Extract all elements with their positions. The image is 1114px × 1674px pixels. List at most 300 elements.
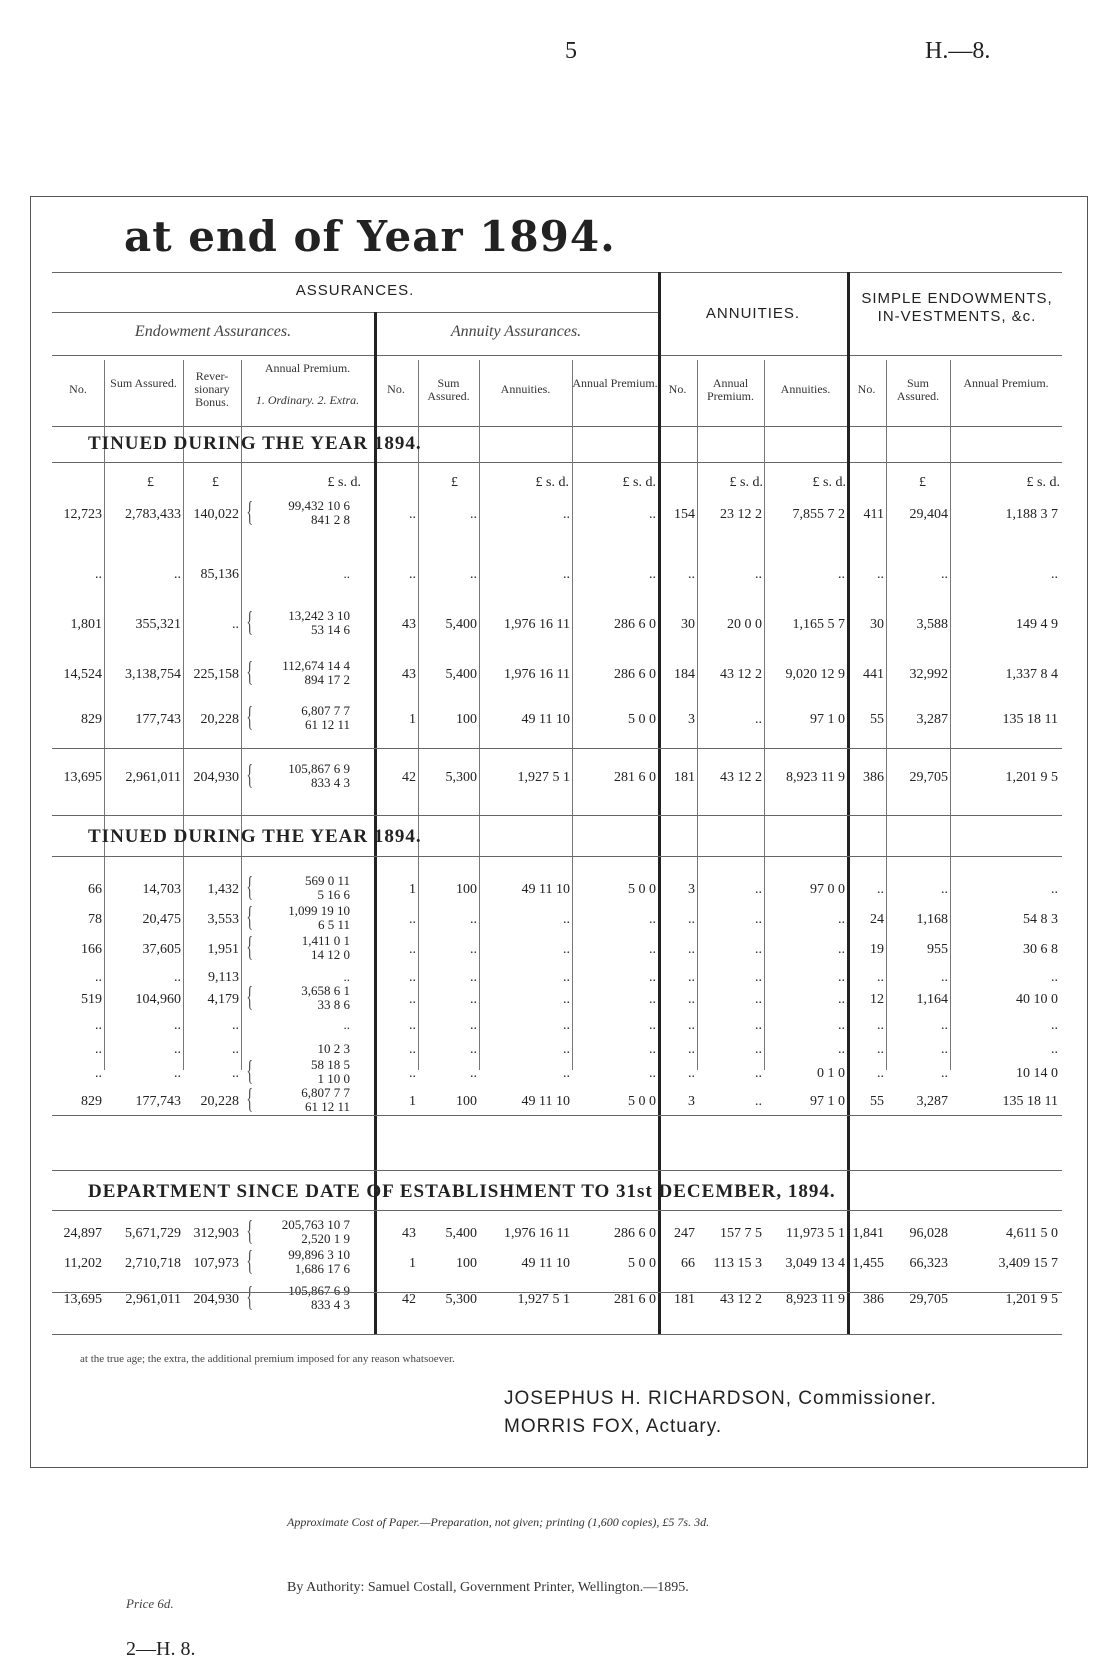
- premium-extra: 1 10 0: [317, 1071, 350, 1086]
- table-cell: ..: [649, 1018, 656, 1033]
- rule: [52, 426, 1062, 427]
- brace: {: [246, 932, 254, 963]
- table-cell: 386: [863, 770, 884, 785]
- table-cell: ..: [755, 1066, 762, 1081]
- table-cell: 100: [456, 712, 477, 727]
- section-heading: DEPARTMENT SINCE DATE OF ESTABLISHMENT TO 31st DECEMBER, 1894.: [88, 1181, 836, 1202]
- table-cell: 225,158: [193, 667, 239, 682]
- table-cell: 5 0 0: [628, 1256, 656, 1271]
- table-cell: ..: [174, 1042, 181, 1057]
- group-endowment: Endowment Assurances.: [134, 323, 292, 340]
- table-cell: 177,743: [135, 1094, 181, 1109]
- table-cell: ..: [755, 712, 762, 727]
- table-cell: ..: [95, 1018, 102, 1033]
- col-head-premium-d: Annual Premium.: [963, 376, 1049, 390]
- table-cell: 1,337 8 4: [1005, 667, 1058, 682]
- table-cell: 49 11 10: [521, 882, 570, 897]
- rule: [52, 312, 658, 313]
- table-cell: ..: [563, 1042, 570, 1057]
- table-cell: 3: [688, 1094, 695, 1109]
- col-head-premium: Annual Premium.: [264, 361, 351, 375]
- table-cell: ..: [563, 1066, 570, 1081]
- table-cell: ..: [877, 567, 884, 582]
- table-cell: 43: [402, 667, 416, 682]
- table-cell: 10 14 0: [1016, 1066, 1058, 1081]
- brace: {: [246, 607, 254, 638]
- table-row: [0, 655, 1114, 693]
- table-cell: 1,841: [852, 1226, 884, 1241]
- rule: [52, 1210, 1062, 1211]
- brace: {: [246, 657, 254, 688]
- table-cell: ..: [409, 507, 416, 522]
- premium-ordinary: 112,674 14 4: [282, 658, 350, 673]
- premium-ordinary: 10 2 3: [317, 1041, 350, 1056]
- col-rule: [658, 272, 661, 1334]
- table-cell: 29,705: [909, 1292, 948, 1307]
- table-cell: 66: [681, 1256, 695, 1271]
- premium-extra: 33 8 6: [317, 997, 350, 1012]
- premium-ordinary: 13,242 3 10: [288, 608, 350, 623]
- table-cell: 3,138,754: [125, 667, 181, 682]
- table-cell: ..: [470, 567, 477, 582]
- col-head-sum-b: Sum Assured.: [427, 376, 470, 403]
- table-cell: ..: [409, 1042, 416, 1057]
- rule: [52, 355, 1062, 356]
- brace: {: [246, 1246, 254, 1277]
- table-cell: 1,165 5 7: [792, 617, 845, 632]
- group-simple: SIMPLE ENDOWMENTS, IN-VESTMENTS, &c.: [861, 290, 1053, 325]
- table-cell: 2,783,433: [125, 507, 181, 522]
- table-cell: ..: [232, 1066, 239, 1081]
- premium-extra: 2,520 1 9: [301, 1231, 350, 1246]
- table-cell: 1,168: [916, 912, 948, 927]
- unit: £: [919, 475, 926, 490]
- rule: [52, 815, 1062, 816]
- table-cell: 5,400: [445, 1226, 477, 1241]
- table-cell: ..: [174, 567, 181, 582]
- table-cell: 0 1 0: [817, 1066, 845, 1081]
- table-cell: 14,524: [63, 667, 102, 682]
- table-cell: 30: [870, 617, 884, 632]
- table-cell: 20 0 0: [727, 617, 762, 632]
- table-cell: ..: [688, 1018, 695, 1033]
- col-head-no-b: No.: [387, 382, 405, 396]
- table-cell: ..: [688, 970, 695, 985]
- table-cell: 1,927 5 1: [517, 1292, 570, 1307]
- table-cell: 2,961,011: [125, 770, 181, 785]
- table-cell: 100: [456, 1094, 477, 1109]
- cost-note: Approximate Cost of Paper.—Preparation, not given; printing (1,600 copies), £5 7s. 3d.: [287, 1515, 710, 1529]
- table-cell: 100: [456, 1256, 477, 1271]
- table-cell: ..: [470, 912, 477, 927]
- table-cell: ..: [877, 1018, 884, 1033]
- col-rule: [847, 272, 850, 1334]
- table-cell: 2,710,718: [125, 1256, 181, 1271]
- table-cell: 9,113: [208, 970, 239, 985]
- table-cell: 5,400: [445, 667, 477, 682]
- table-cell: 4,179: [207, 992, 239, 1007]
- brace: {: [246, 1056, 254, 1087]
- table-cell: 3: [688, 882, 695, 897]
- table-cell: 3,553: [207, 912, 239, 927]
- rule: [52, 856, 1062, 857]
- table-cell: ..: [649, 1042, 656, 1057]
- table-cell: 24,897: [63, 1226, 102, 1241]
- table-cell: ..: [470, 1042, 477, 1057]
- table-cell: ..: [941, 882, 948, 897]
- table-cell: ..: [563, 1018, 570, 1033]
- table-cell: 43: [402, 617, 416, 632]
- table-cell: 177,743: [135, 712, 181, 727]
- premium-ordinary: 1,411 0 1: [301, 933, 350, 948]
- premium-extra: 53 14 6: [311, 622, 350, 637]
- table-cell: ..: [941, 1066, 948, 1081]
- table-cell: 37,605: [142, 942, 181, 957]
- unit: £ s. d.: [1026, 475, 1060, 490]
- table-row: [0, 1280, 1114, 1318]
- table-cell: 5,300: [445, 770, 477, 785]
- table-cell: ..: [409, 1018, 416, 1033]
- table-cell: ..: [1051, 1042, 1058, 1057]
- page-number: 5: [565, 38, 577, 64]
- table-row: [0, 495, 1114, 533]
- rule: [52, 272, 1062, 273]
- table-cell: 97 1 0: [810, 1094, 845, 1109]
- table-cell: 157 7 5: [720, 1226, 762, 1241]
- table-row: [0, 758, 1114, 796]
- table-cell: 13,695: [63, 770, 102, 785]
- table-cell: ..: [95, 567, 102, 582]
- table-cell: 3,287: [916, 1094, 948, 1109]
- table-cell: ..: [941, 567, 948, 582]
- table-cell: ..: [838, 992, 845, 1007]
- premium-ordinary: 569 0 11: [304, 873, 350, 888]
- unit: £: [147, 475, 154, 490]
- price: Price 6d.: [126, 1596, 174, 1611]
- table-cell: ..: [688, 992, 695, 1007]
- table-cell: ..: [941, 970, 948, 985]
- table-cell: ..: [174, 1018, 181, 1033]
- table-cell: ..: [755, 1042, 762, 1057]
- table-cell: 1,201 9 5: [1005, 1292, 1058, 1307]
- table-cell: 100: [456, 882, 477, 897]
- col-head-annuities: Annuities.: [500, 382, 551, 396]
- col-head-premium-note: 1. Ordinary. 2. Extra.: [255, 393, 360, 407]
- table-cell: 1,951: [207, 942, 239, 957]
- table-cell: ..: [174, 970, 181, 985]
- brace: {: [246, 902, 254, 933]
- table-cell: 9,020 12 9: [785, 667, 845, 682]
- table-cell: 3,409 15 7: [998, 1256, 1058, 1271]
- table-cell: 66,323: [909, 1256, 948, 1271]
- table-cell: ..: [95, 1066, 102, 1081]
- table-cell: 1,455: [852, 1256, 884, 1271]
- table-cell: ..: [649, 507, 656, 522]
- table-cell: 1,164: [916, 992, 948, 1007]
- unit: £ s. d.: [327, 475, 361, 490]
- table-cell: 29,404: [909, 507, 948, 522]
- table-cell: ..: [688, 1066, 695, 1081]
- footnote: at the true age; the extra, the additional premium imposed for any reason whatsoever.: [80, 1353, 455, 1365]
- table-cell: 829: [81, 1094, 102, 1109]
- table-cell: 4,611 5 0: [1006, 1226, 1058, 1241]
- table-cell: 12: [870, 992, 884, 1007]
- table-cell: ..: [755, 992, 762, 1007]
- table-cell: ..: [563, 567, 570, 582]
- table-cell: 135 18 11: [1002, 1094, 1058, 1109]
- table-cell: 11,973 5 1: [786, 1226, 845, 1241]
- brace: {: [246, 872, 254, 903]
- col-head-no-d: No.: [857, 382, 876, 396]
- table-cell: 55: [870, 712, 884, 727]
- table-cell: 281 6 0: [614, 770, 656, 785]
- table-cell: 286 6 0: [614, 1226, 656, 1241]
- table-cell: 1,976 16 11: [504, 617, 570, 632]
- premium-ordinary: 58 18 5: [311, 1057, 350, 1072]
- table-cell: 78: [88, 912, 102, 927]
- table-cell: 14,703: [142, 882, 181, 897]
- col-head-bonus: Rever-sionary Bonus.: [194, 369, 230, 409]
- table-cell: 43: [402, 1226, 416, 1241]
- table-cell: 140,022: [193, 507, 239, 522]
- table-cell: ..: [649, 912, 656, 927]
- col-head-annuities-c: Annuities.: [780, 382, 831, 396]
- table-cell: 1,976 16 11: [504, 667, 570, 682]
- table-cell: ..: [838, 1042, 845, 1057]
- table-cell: 49 11 10: [521, 712, 570, 727]
- table-cell: ..: [688, 912, 695, 927]
- rule: [52, 1170, 1062, 1171]
- premium-ordinary: ..: [343, 1017, 350, 1032]
- brace: {: [246, 982, 254, 1013]
- col-head-premium-c: Annual Premium.: [707, 376, 754, 403]
- table-cell: 286 6 0: [614, 617, 656, 632]
- premium-extra: 61 12 11: [304, 1099, 350, 1114]
- table-cell: ..: [877, 1066, 884, 1081]
- premium-extra: 14 12 0: [311, 947, 350, 962]
- table-cell: ..: [649, 992, 656, 1007]
- table-cell: 85,136: [200, 567, 239, 582]
- table-cell: 2,961,011: [125, 1292, 181, 1307]
- table-cell: ..: [470, 1066, 477, 1081]
- table-cell: ..: [688, 567, 695, 582]
- col-head-premium-b: Annual Premium.: [572, 376, 658, 390]
- table-cell: ..: [470, 507, 477, 522]
- table-cell: 66: [88, 882, 102, 897]
- table-cell: ..: [755, 1094, 762, 1109]
- table-cell: 43 12 2: [720, 667, 762, 682]
- premium-ordinary: 205,763 10 7: [281, 1217, 350, 1232]
- table-cell: ..: [838, 1018, 845, 1033]
- table-cell: ..: [755, 1018, 762, 1033]
- col-head-no: No.: [69, 382, 87, 396]
- section-heading: TINUED DURING THE YEAR 1894.: [88, 433, 422, 454]
- table-cell: 43 12 2: [720, 770, 762, 785]
- table-cell: ..: [409, 992, 416, 1007]
- unit: £: [212, 475, 219, 490]
- table-cell: ..: [409, 1066, 416, 1081]
- table-cell: 49 11 10: [521, 1256, 570, 1271]
- table-cell: ..: [470, 942, 477, 957]
- table-cell: 204,930: [193, 1292, 239, 1307]
- premium-ordinary: 99,432 10 6: [288, 498, 350, 513]
- rule: [52, 1115, 1062, 1116]
- brace: {: [246, 760, 254, 791]
- sheet-mark: 2—H. 8.: [126, 1638, 196, 1660]
- unit: £ s. d.: [729, 475, 763, 490]
- table-cell: 54 8 3: [1023, 912, 1058, 927]
- table-cell: ..: [232, 1042, 239, 1057]
- table-cell: 42: [402, 770, 416, 785]
- brace: {: [246, 1282, 254, 1313]
- signature-commissioner: JOSEPHUS H. RICHARDSON, Commissioner.: [504, 1388, 937, 1409]
- table-cell: 5,671,729: [125, 1226, 181, 1241]
- premium-ordinary: ..: [343, 566, 350, 581]
- table-cell: 5,300: [445, 1292, 477, 1307]
- table-cell: 19: [870, 942, 884, 957]
- table-cell: ..: [563, 970, 570, 985]
- table-cell: ..: [838, 912, 845, 927]
- table-cell: 20,228: [200, 1094, 239, 1109]
- table-cell: 441: [863, 667, 884, 682]
- table-cell: 13,695: [63, 1292, 102, 1307]
- table-cell: ..: [688, 1042, 695, 1057]
- rule: [52, 1292, 1062, 1293]
- table-cell: ..: [755, 970, 762, 985]
- table-cell: 3,287: [916, 712, 948, 727]
- table-row: [0, 555, 1114, 593]
- table-cell: ..: [649, 567, 656, 582]
- page-title: at end of Year 1894.: [124, 212, 616, 261]
- table-cell: ..: [838, 942, 845, 957]
- table-cell: 24: [870, 912, 884, 927]
- brace: {: [246, 1084, 254, 1115]
- premium-extra: 1,686 17 6: [294, 1261, 350, 1276]
- table-cell: ..: [941, 1042, 948, 1057]
- table-cell: ..: [649, 970, 656, 985]
- table-cell: 3: [688, 712, 695, 727]
- table-cell: 97 0 0: [810, 882, 845, 897]
- table-cell: ..: [563, 992, 570, 1007]
- table-cell: 1: [409, 1094, 416, 1109]
- unit: £ s. d.: [812, 475, 846, 490]
- table-cell: 30 6 8: [1023, 942, 1058, 957]
- table-cell: 166: [81, 942, 102, 957]
- group-assurances: ASSURANCES.: [295, 282, 415, 299]
- table-cell: 23 12 2: [720, 507, 762, 522]
- table-cell: 40 10 0: [1016, 992, 1058, 1007]
- table-cell: 247: [674, 1226, 695, 1241]
- table-cell: ..: [563, 507, 570, 522]
- table-cell: ..: [649, 942, 656, 957]
- table-cell: ..: [470, 970, 477, 985]
- authority-line: By Authority: Samuel Costall, Government Printer, Wellington.—1895.: [287, 1580, 689, 1595]
- table-cell: ..: [838, 970, 845, 985]
- table-cell: 1: [409, 712, 416, 727]
- table-cell: ..: [95, 970, 102, 985]
- table-cell: 42: [402, 1292, 416, 1307]
- table-cell: 519: [81, 992, 102, 1007]
- premium-ordinary: ..: [343, 969, 350, 984]
- table-cell: 5 0 0: [628, 882, 656, 897]
- table-cell: ..: [174, 1066, 181, 1081]
- table-cell: ..: [877, 1042, 884, 1057]
- table-cell: 1: [409, 882, 416, 897]
- brace: {: [246, 497, 254, 528]
- table-cell: 286 6 0: [614, 667, 656, 682]
- table-row: [0, 605, 1114, 643]
- table-cell: 386: [863, 1292, 884, 1307]
- table-cell: 955: [927, 942, 948, 957]
- table-cell: ..: [755, 882, 762, 897]
- premium-ordinary: 6,807 7 7: [301, 1085, 350, 1100]
- group-annuities: ANNUITIES.: [705, 305, 801, 322]
- table-cell: 411: [863, 507, 884, 522]
- table-cell: 96,028: [909, 1226, 948, 1241]
- table-cell: 355,321: [135, 617, 181, 632]
- unit: £ s. d.: [622, 475, 656, 490]
- table-cell: 5 0 0: [628, 1094, 656, 1109]
- table-cell: ..: [755, 942, 762, 957]
- table-cell: 1,188 3 7: [1005, 507, 1058, 522]
- col-head-sum: Sum Assured.: [110, 376, 177, 390]
- table-cell: 8,923 11 9: [786, 1292, 845, 1307]
- table-cell: ..: [1051, 970, 1058, 985]
- premium-extra: 841 2 8: [311, 512, 350, 527]
- table-cell: ..: [688, 942, 695, 957]
- table-cell: 3,588: [916, 617, 948, 632]
- table-cell: 107,973: [193, 1256, 239, 1271]
- table-cell: 7,855 7 2: [792, 507, 845, 522]
- premium-extra: 833 4 3: [311, 775, 350, 790]
- table-cell: ..: [877, 882, 884, 897]
- table-cell: ..: [838, 567, 845, 582]
- table-cell: 204,930: [193, 770, 239, 785]
- col-head-no-c: No.: [668, 382, 687, 396]
- col-head-sum-d: Sum Assured.: [896, 376, 940, 403]
- rule: [52, 748, 1062, 749]
- table-cell: ..: [470, 992, 477, 1007]
- table-cell: 1,432: [207, 882, 239, 897]
- table-cell: 49 11 10: [521, 1094, 570, 1109]
- table-cell: 181: [674, 1292, 695, 1307]
- table-cell: ..: [1051, 1018, 1058, 1033]
- table-cell: ..: [232, 617, 239, 632]
- table-cell: ..: [1051, 882, 1058, 897]
- premium-ordinary: 105,867 6 9: [288, 1283, 350, 1298]
- table-cell: 1,201 9 5: [1005, 770, 1058, 785]
- table-cell: ..: [563, 942, 570, 957]
- table-cell: 181: [674, 770, 695, 785]
- premium-extra: 833 4 3: [311, 1297, 350, 1312]
- premium-ordinary: 1,099 19 10: [288, 903, 350, 918]
- table-cell: 829: [81, 712, 102, 727]
- brace: {: [246, 702, 254, 733]
- table-cell: ..: [1051, 567, 1058, 582]
- table-cell: 104,960: [135, 992, 181, 1007]
- table-cell: ..: [649, 1066, 656, 1081]
- premium-extra: 61 12 11: [304, 717, 350, 732]
- premium-ordinary: 6,807 7 7: [301, 703, 350, 718]
- table-cell: 12,723: [63, 507, 102, 522]
- table-cell: ..: [563, 912, 570, 927]
- table-cell: 29,705: [909, 770, 948, 785]
- table-cell: ..: [877, 970, 884, 985]
- table-row: [0, 1244, 1114, 1282]
- group-annuity-assurances: Annuity Assurances.: [450, 323, 582, 340]
- unit: £: [451, 475, 458, 490]
- premium-extra: 6 5 11: [317, 917, 350, 932]
